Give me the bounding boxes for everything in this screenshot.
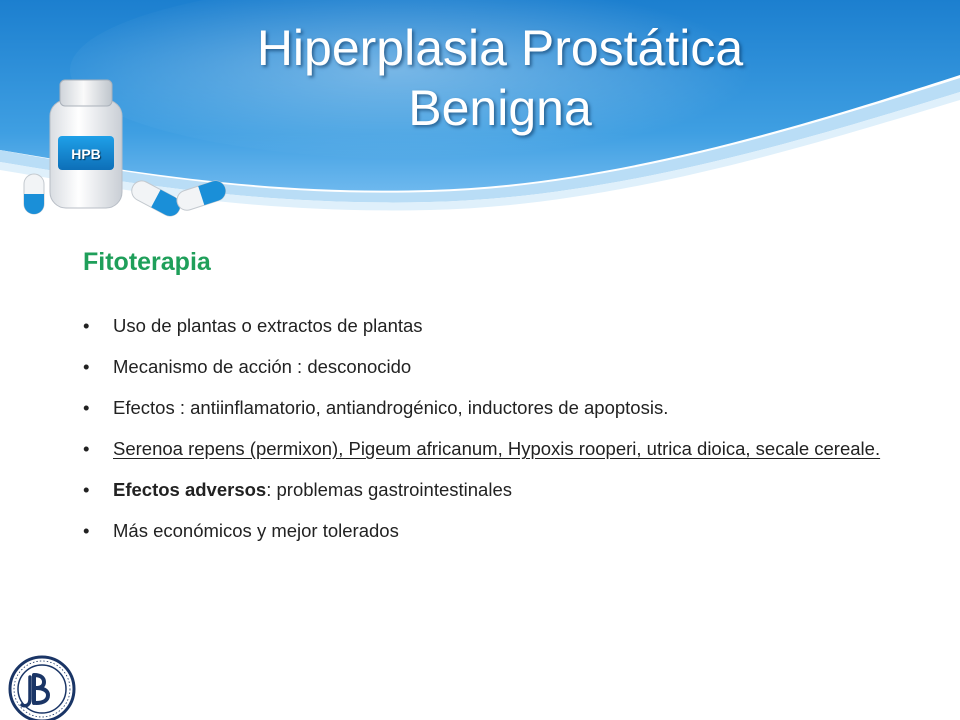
university-seal-logo	[8, 655, 76, 720]
list-item	[83, 357, 943, 377]
bullet-text: Más económicos y mejor tolerados	[113, 520, 399, 541]
section-heading: Fitoterapia	[83, 248, 211, 276]
slide-title	[150, 18, 850, 138]
list-item	[83, 316, 943, 336]
bullet-text: : problemas gastrointestinales	[266, 479, 512, 500]
bullet-text: Efectos : antiinflamatorio, antiandrogénico, inductores de apoptosis.	[113, 397, 669, 418]
list-item	[83, 521, 943, 541]
list-item	[83, 429, 943, 469]
pill-bottle-icon	[0, 60, 240, 220]
title-line-1: Hiperplasia Prostática	[256, 20, 744, 76]
bottle-label: HPB	[71, 146, 101, 162]
title-line-2: Benigna	[408, 80, 592, 136]
bullet-text: Mecanismo de acción : desconocido	[113, 356, 412, 377]
capsule-icon	[24, 174, 44, 214]
list-item	[83, 480, 943, 500]
bullet-text-species: Serenoa repens (permixon), Pigeum africanum, Hypoxis rooperi, utrica dioica, secale cereale.	[113, 438, 881, 459]
bullet-text: Uso de plantas o extractos de plantas	[113, 315, 423, 336]
bullet-bold-label: Efectos adversos	[113, 479, 267, 500]
list-item	[83, 398, 943, 418]
bullet-list	[83, 316, 943, 562]
